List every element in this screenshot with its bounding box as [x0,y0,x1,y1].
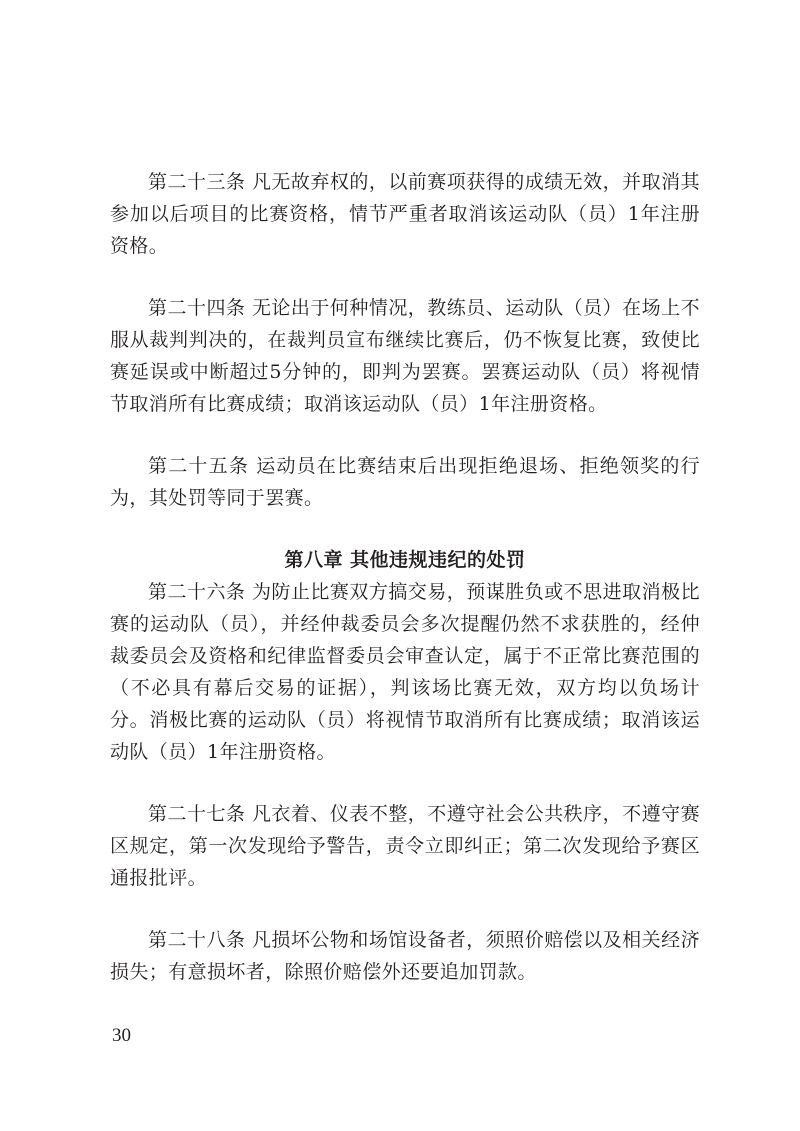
article-23: 第二十三条 凡无故弃权的，以前赛项获得的成绩无效，并取消其参加以后项目的比赛资格，情节严重者取消该运动队（员）1年注册资格。 [110,171,700,257]
document-body [110,166,700,988]
article-24: 第二十四条 无论出于何种情况，教练员、运动队（员）在场上不服从裁判判决的，在裁判员宣布继续比赛后，仍不恢复比赛，致使比赛延误或中断超过5分钟的，即判为罢赛。罢赛运动队（员）将视情节取消所有比赛成绩；取消该运动队（员）1年注册资格。 [110,297,700,415]
article-27: 第二十七条 凡衣着、仪表不整，不遵守社会公共秩序，不遵守赛区规定，第一次发现给予警告，责令立即纠正；第二次发现给予赛区通报批评。 [110,803,700,889]
article-26: 第二十六条 为防止比赛双方搞交易，预谋胜负或不思进取消极比赛的运动队（员），并经仲裁委员会多次提醒仍然不求获胜的，经仲裁委员会及资格和纪律监督委员会审查认定，属于不正常比赛范围的（不必具有幕后交易的证据），判该场比赛无效，双方均以负场计分。消极比赛的运动队（员）将视情节取消所有比赛成绩；取消该运动队（员）1年注册资格。 [110,581,700,763]
chapter-title: 第八章 其他违规违纪的处罚 [284,549,526,571]
page-number: 30 [112,1025,131,1046]
article-28: 第二十八条 凡损坏公物和场馆设备者，须照价赔偿以及相关经济损失；有意损坏者，除照价赔偿外还要追加罚款。 [110,929,700,983]
article-25: 第二十五条 运动员在比赛结束后出现拒绝退场、拒绝领奖的行为，其处罚等同于罢赛。 [110,455,700,509]
